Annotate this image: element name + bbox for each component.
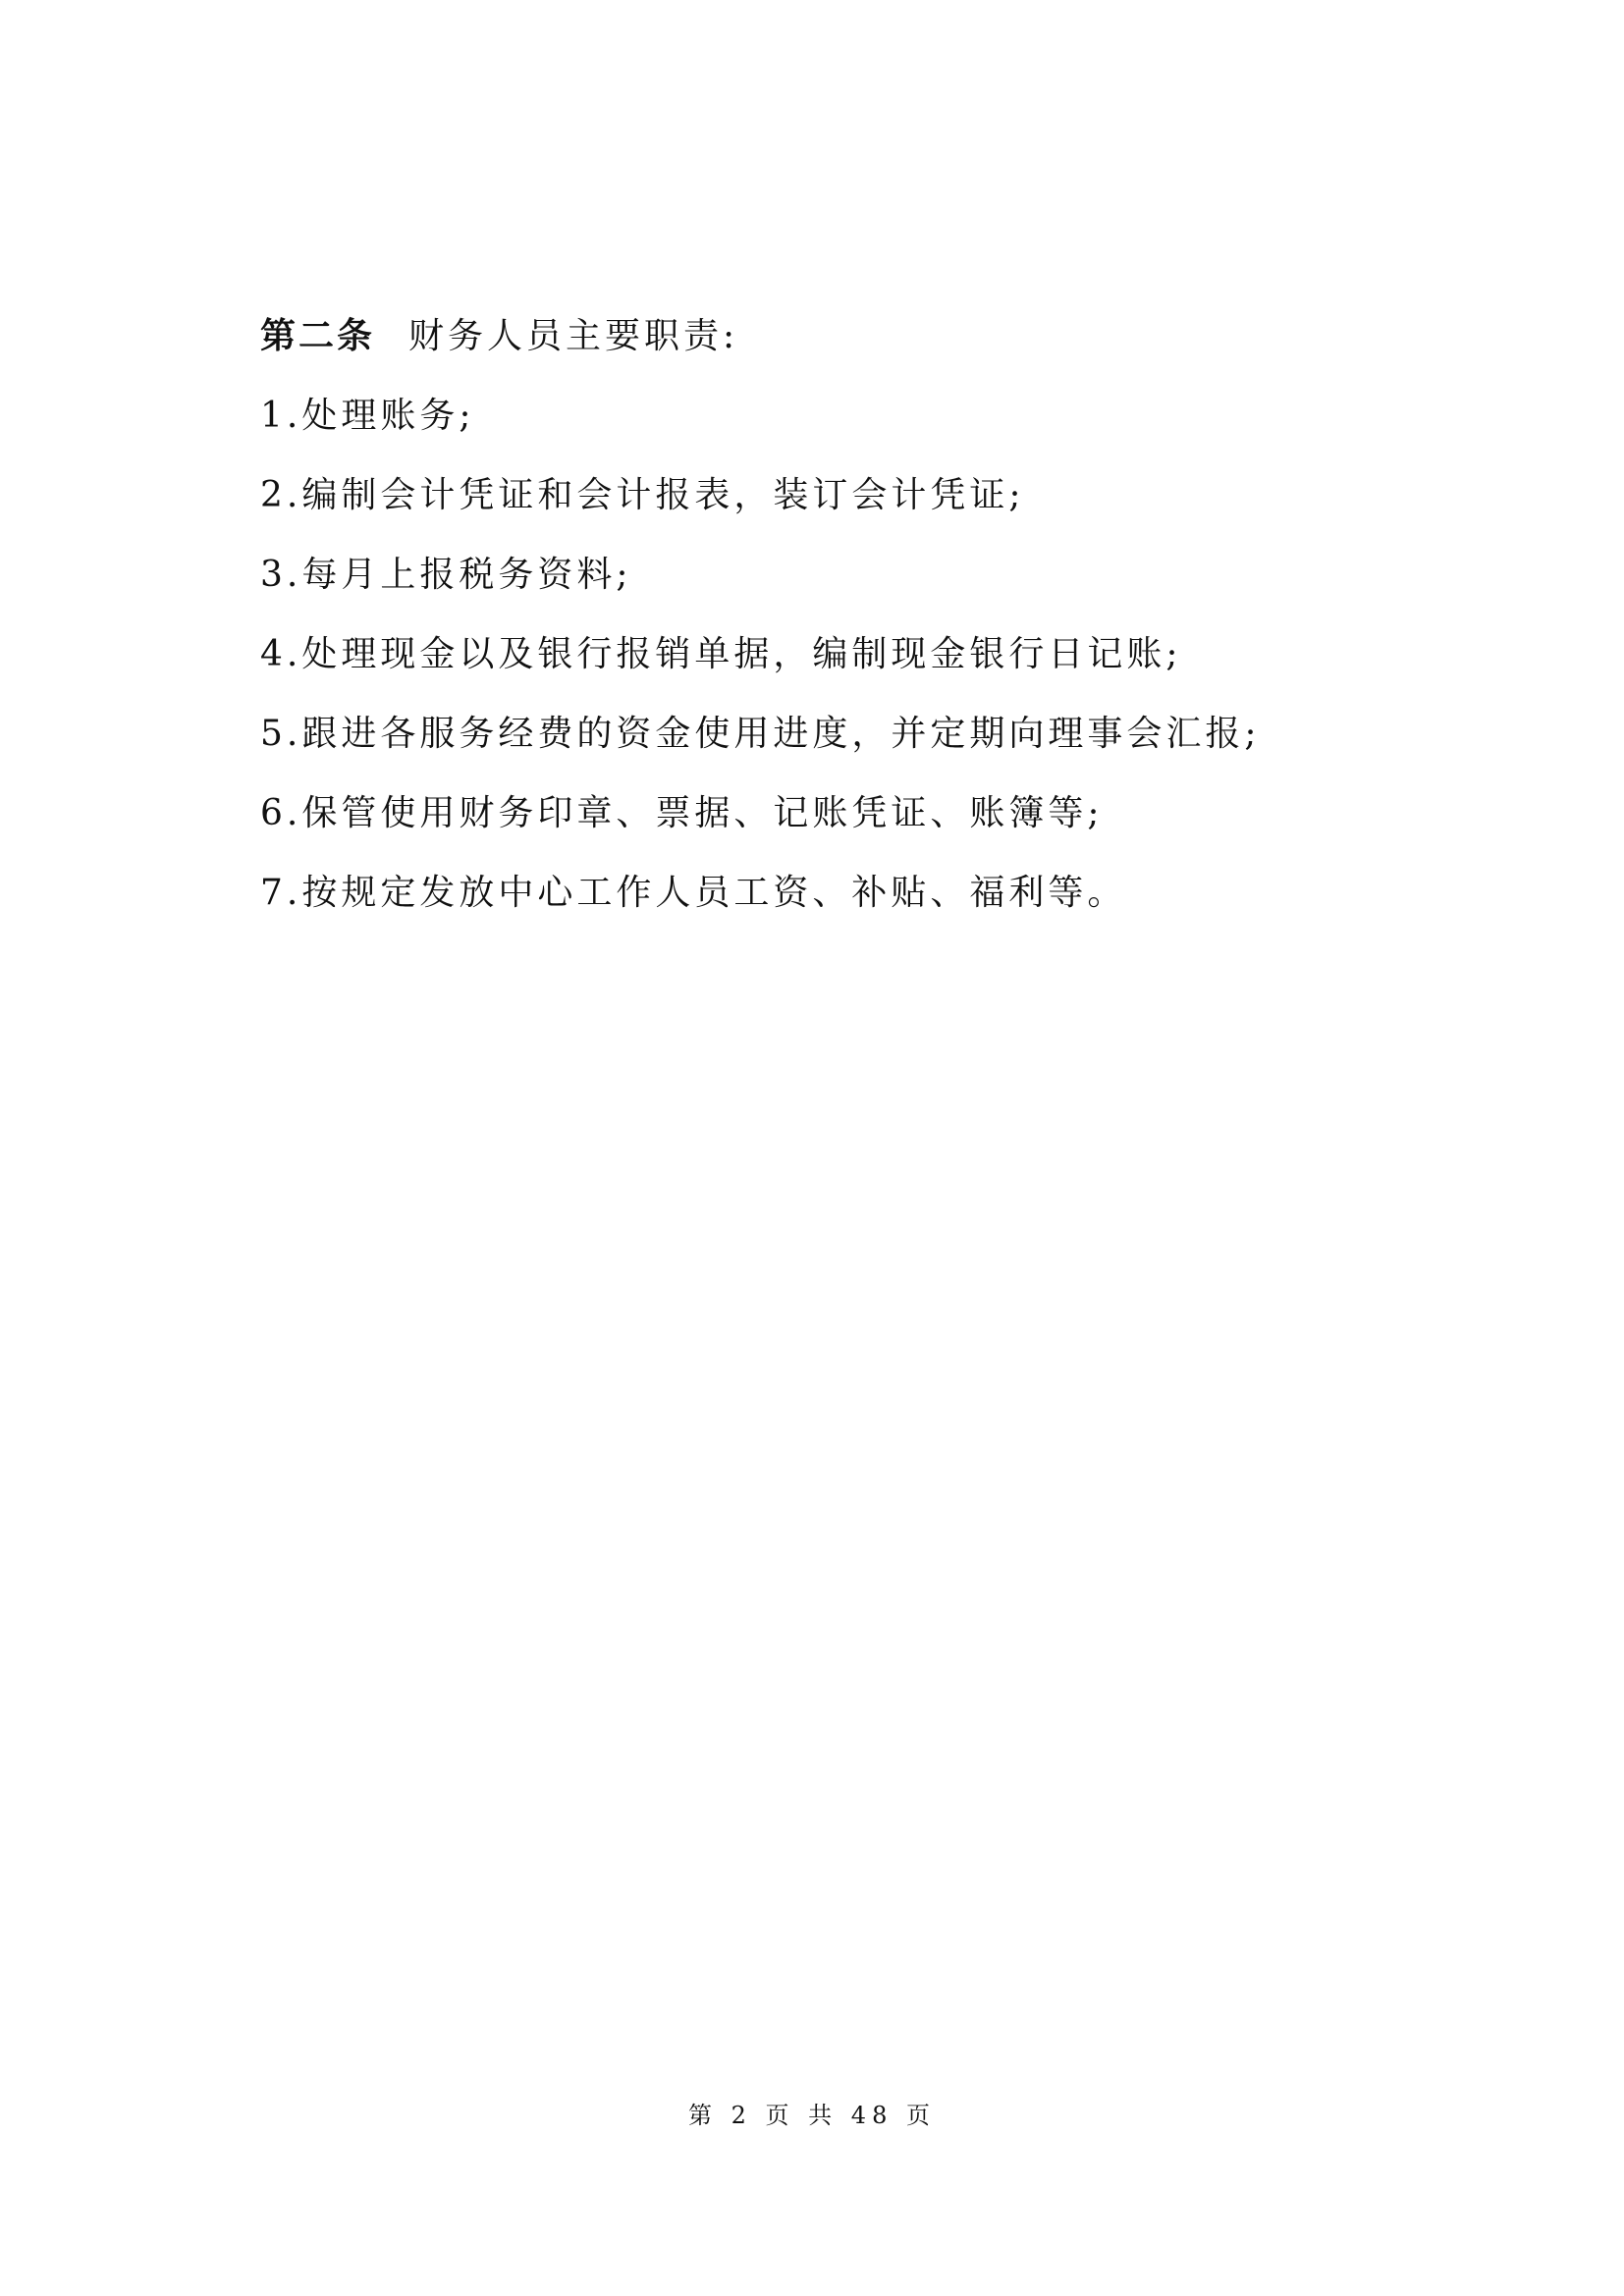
article-title: 财务人员主要职责: — [408, 316, 739, 356]
duty-item: 5.跟进各服务经费的资金使用进度，并定期向理事会汇报; — [260, 714, 1261, 754]
duty-list — [260, 392, 1389, 918]
duty-item: 1.处理账务; — [260, 396, 475, 436]
duty-item: 2.编制会计凭证和会计报表，装订会计凭证; — [260, 475, 1025, 515]
document-body — [260, 312, 1389, 918]
duty-item: 7.按规定发放中心工作人员工资、补贴、福利等。 — [260, 873, 1127, 913]
article-heading — [260, 312, 1389, 361]
page-number-footer: 第 2 页 共 48 页 — [688, 2102, 936, 2129]
article-number: 第二条 — [260, 316, 376, 356]
duty-item: 3.每月上报税务资料; — [260, 555, 632, 595]
duty-item: 4.处理现金以及银行报销单据，编制现金银行日记账; — [260, 634, 1182, 674]
duty-item: 6.保管使用财务印章、票据、记账凭证、账簿等; — [260, 793, 1104, 833]
